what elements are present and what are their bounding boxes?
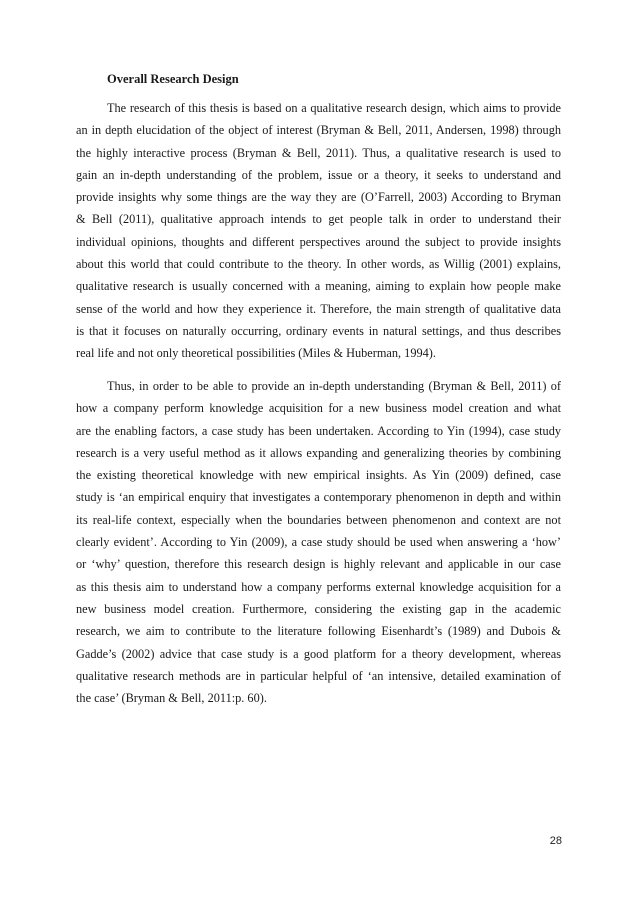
- paragraph-line: Gadde’s (2002) advice that case study is a good platform for a theory development, whereas: [76, 646, 561, 661]
- paragraph-line: study is ‘an empirical enquiry that investigates a contemporary phenomenon in depth and within: [76, 490, 561, 505]
- paragraph-line: Thus, in order to be able to provide an in-depth understanding (Bryman & Bell, 2011) of: [107, 379, 561, 393]
- paragraph-line: research, we aim to contribute to the literature following Eisenhardt’s (1989) and Dubois &: [76, 624, 561, 639]
- paragraph-line: is that it focuses on naturally occurring, ordinary events in natural settings, and thus describes: [76, 323, 561, 338]
- paragraph-line: gain an in-depth understanding of the problem, issue or a theory, it seeks to understand and: [76, 167, 561, 182]
- paragraph-line: real life and not only theoretical possibilities (Miles & Huberman, 1994).: [76, 346, 436, 361]
- paragraph-line: how a company perform knowledge acquisition for a new business model creation and what: [76, 401, 561, 416]
- paragraph-line: the highly interactive process (Bryman & Bell, 2011). Thus, a qualitative research is used to: [76, 145, 561, 160]
- paragraph-line: an in depth elucidation of the object of interest (Bryman & Bell, 2011, Andersen, 1998) through: [76, 123, 561, 138]
- section-heading: Overall Research Design: [107, 72, 239, 86]
- paragraph-line: about this world that could contribute to the theory. In other words, as Willig (2001) explains,: [76, 257, 561, 272]
- paragraph-research-design: [76, 97, 561, 365]
- paragraph-line: qualitative research methods are in particular helpful of ‘an intensive, detailed examination of: [76, 668, 561, 683]
- paragraph-line: the case’ (Bryman & Bell, 2011:p. 60).: [76, 691, 267, 706]
- paragraph-line: The research of this thesis is based on a qualitative research design, which aims to provide: [107, 101, 561, 115]
- paragraph-line: its real-life context, especially when the boundaries between phenomenon and context are not: [76, 512, 561, 527]
- paragraph-line: the existing theoretical knowledge with new empirical insights. As Yin (2009) defined, case: [76, 468, 561, 483]
- paragraph-line: sense of the world and how they experience it. Therefore, the main strength of qualitative data: [76, 301, 561, 316]
- paragraph-line: clearly evident’. According to Yin (2009), a case study should be used when answering a ‘how’: [76, 535, 561, 550]
- page-number: 28: [549, 835, 562, 847]
- paragraph-line: qualitative research is usually concerned with a meaning, aiming to explain how people make: [76, 279, 561, 294]
- paragraph-line: or ‘why’ question, therefore this research design is highly relevant and applicable in our case: [76, 557, 561, 572]
- paragraph-line: provide insights why some things are the way they are (O’Farrell, 2003) According to Bryman: [76, 190, 561, 205]
- paragraph-line: & Bell (2011), qualitative approach intends to get people talk in order to understand their: [76, 212, 561, 227]
- paragraph-line: as this thesis aim to understand how a company performs external knowledge acquisition for a: [76, 579, 561, 594]
- paragraph-line: new business model creation. Furthermore, considering the existing gap in the academic: [76, 601, 561, 616]
- paragraph-line: research is a very useful method as it allows expanding and generalizing theories by combining: [76, 445, 561, 460]
- paragraph-line: individual opinions, thoughts and different perspectives around the subject to provide insights: [76, 234, 561, 249]
- paragraph-case-study: [76, 375, 561, 709]
- paragraph-line: are the enabling factors, a case study has been undertaken. According to Yin (1994), case study: [76, 423, 561, 438]
